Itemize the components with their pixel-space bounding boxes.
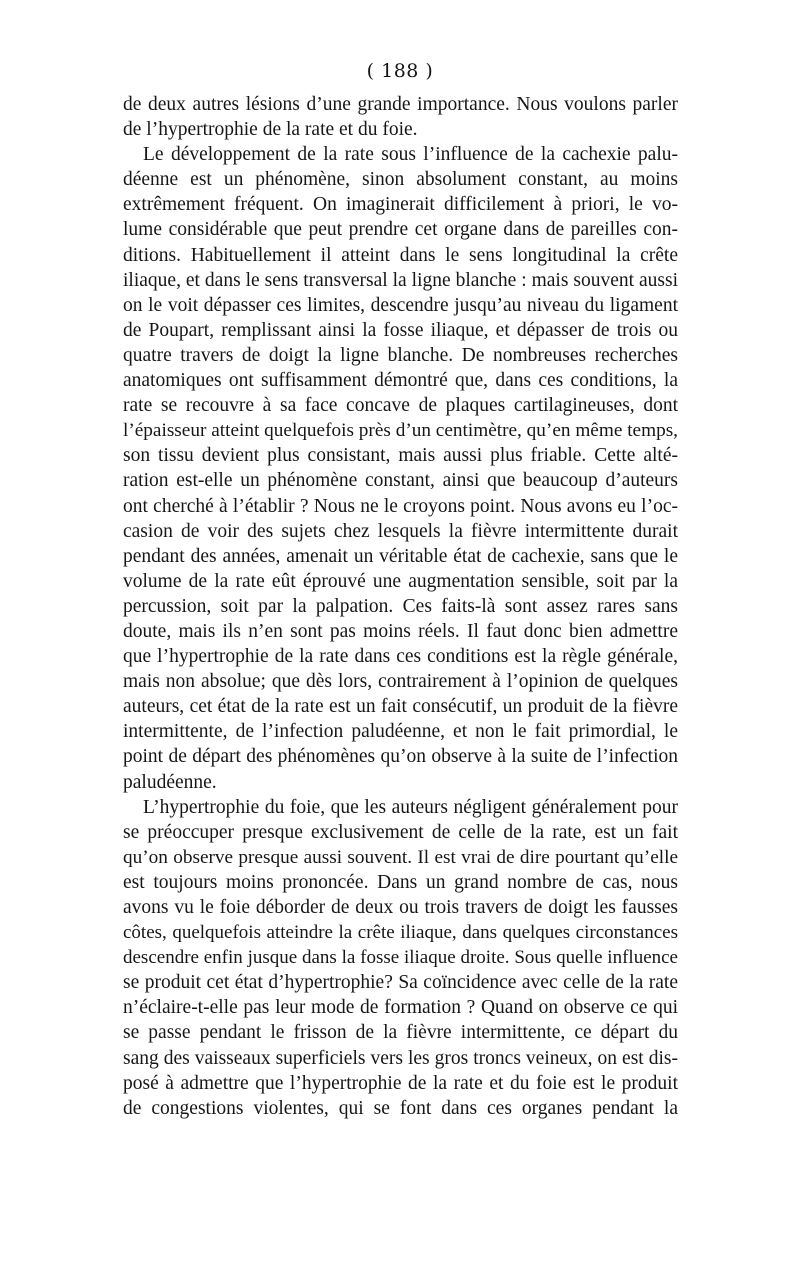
page-number: ( 188 )	[366, 60, 434, 82]
text-line: descendre enfin jusque dans la fosse iliaque droite. Sous quelle influence	[123, 947, 678, 969]
text-line: l’épaisseur atteint quelquefois près d’un centimètre, qu’en même temps,	[123, 420, 678, 442]
text-line: intermittente, de l’infection paludéenne, et non le fait primordial, le	[123, 721, 678, 743]
text-line: mais non absolue; que dès lors, contrairement à l’opinion de quelques	[123, 671, 678, 693]
text-line: paludéenne.	[123, 771, 217, 793]
text-line: de Poupart, remplissant ainsi la fosse iliaque, et dépasser de trois ou	[123, 319, 678, 341]
text-line: sang des vaisseaux superficiels vers les gros troncs veineux, on est dis-	[123, 1047, 678, 1069]
text-line: se préoccuper presque exclusivement de celle de la rate, est un fait	[123, 821, 678, 843]
text-line: point de départ des phénomènes qu’on observe à la suite de l’infection	[123, 746, 678, 768]
text-line: iliaque, et dans le sens transversal la ligne blanche : mais souvent aussi	[123, 269, 678, 291]
text-line: volume de la rate eût éprouvé une augmentation sensible, soit par la	[123, 570, 678, 592]
text-line: se passe pendant le frisson de la fièvre intermittente, ce départ du	[123, 1022, 678, 1044]
text-line: posé à admettre que l’hypertrophie de la rate et du foie est le produit	[123, 1072, 678, 1094]
text-line: n’éclaire-t-elle pas leur mode de formation ? Quand on observe ce qui	[123, 997, 678, 1019]
text-line: est toujours moins prononcée. Dans un grand nombre de cas, nous	[123, 871, 678, 893]
text-line: déenne est un phénomène, sinon absolument constant, au moins	[123, 169, 678, 191]
text-line: se produit cet état d’hypertrophie? Sa coïncidence avec celle de la rate	[123, 972, 678, 994]
text-line: lume considérable que peut prendre cet organe dans de pareilles con-	[123, 219, 678, 241]
text-line: anatomiques ont suffisamment démontré que, dans ces conditions, la	[123, 370, 678, 392]
text-line: de l’hypertrophie de la rate et du foie.	[123, 119, 418, 141]
text-line: qu’on observe presque aussi souvent. Il est vrai de dire pourtant qu’elle	[123, 846, 678, 868]
text-line: ditions. Habituellement il atteint dans le sens longitudinal la crête	[123, 244, 678, 266]
text-line: pendant des années, amenait un véritable état de cachexie, sans que le	[123, 545, 678, 567]
text-line: extrêmement fréquent. On imaginerait difficilement à priori, le vo-	[123, 194, 678, 216]
text-line: casion de voir des sujets chez lesquels la fièvre intermittente durait	[123, 520, 678, 542]
text-line: quatre travers de doigt la ligne blanche. De nombreuses recherches	[123, 344, 678, 366]
text-line: ration est-elle un phénomène constant, ainsi que beaucoup d’auteurs	[123, 470, 678, 492]
text-line: avons vu le foie déborder de deux ou trois travers de doigt les fausses	[123, 897, 678, 918]
text-line: côtes, quelquefois atteindre la crête iliaque, dans quelques circonstances	[123, 922, 678, 944]
text-line: on le voit dépasser ces limites, descendre jusqu’au niveau du ligament	[123, 294, 678, 316]
text-line: auteurs, cet état de la rate est un fait consécutif, un produit de la fièvre	[123, 696, 678, 718]
text-line: ont cherché à l’établir ? Nous ne le croyons point. Nous avons eu l’oc-	[123, 495, 678, 517]
text-line: rate se recouvre à sa face concave de plaques cartilagineuses, dont	[123, 395, 678, 417]
text-line: de congestions violentes, qui se font dans ces organes pendant la	[123, 1097, 678, 1119]
text-line: son tissu devient plus consistant, mais aussi plus friable. Cette alté-	[123, 445, 678, 467]
text-line: que l’hypertrophie de la rate dans ces conditions est la règle générale,	[123, 646, 678, 668]
body-text	[123, 92, 678, 1121]
text-line: de deux autres lésions d’une grande importance. Nous voulons parler	[123, 94, 678, 115]
text-line: Le développement de la rate sous l’influence de la cachexie palu-	[143, 144, 678, 166]
text-line: L’hypertrophie du foie, que les auteurs négligent généralement pour	[143, 796, 678, 818]
text-line: percussion, soit par la palpation. Ces faits-là sont assez rares sans	[123, 595, 678, 617]
text-line: doute, mais ils n’en sont pas moins réels. Il faut donc bien admettre	[123, 620, 678, 642]
